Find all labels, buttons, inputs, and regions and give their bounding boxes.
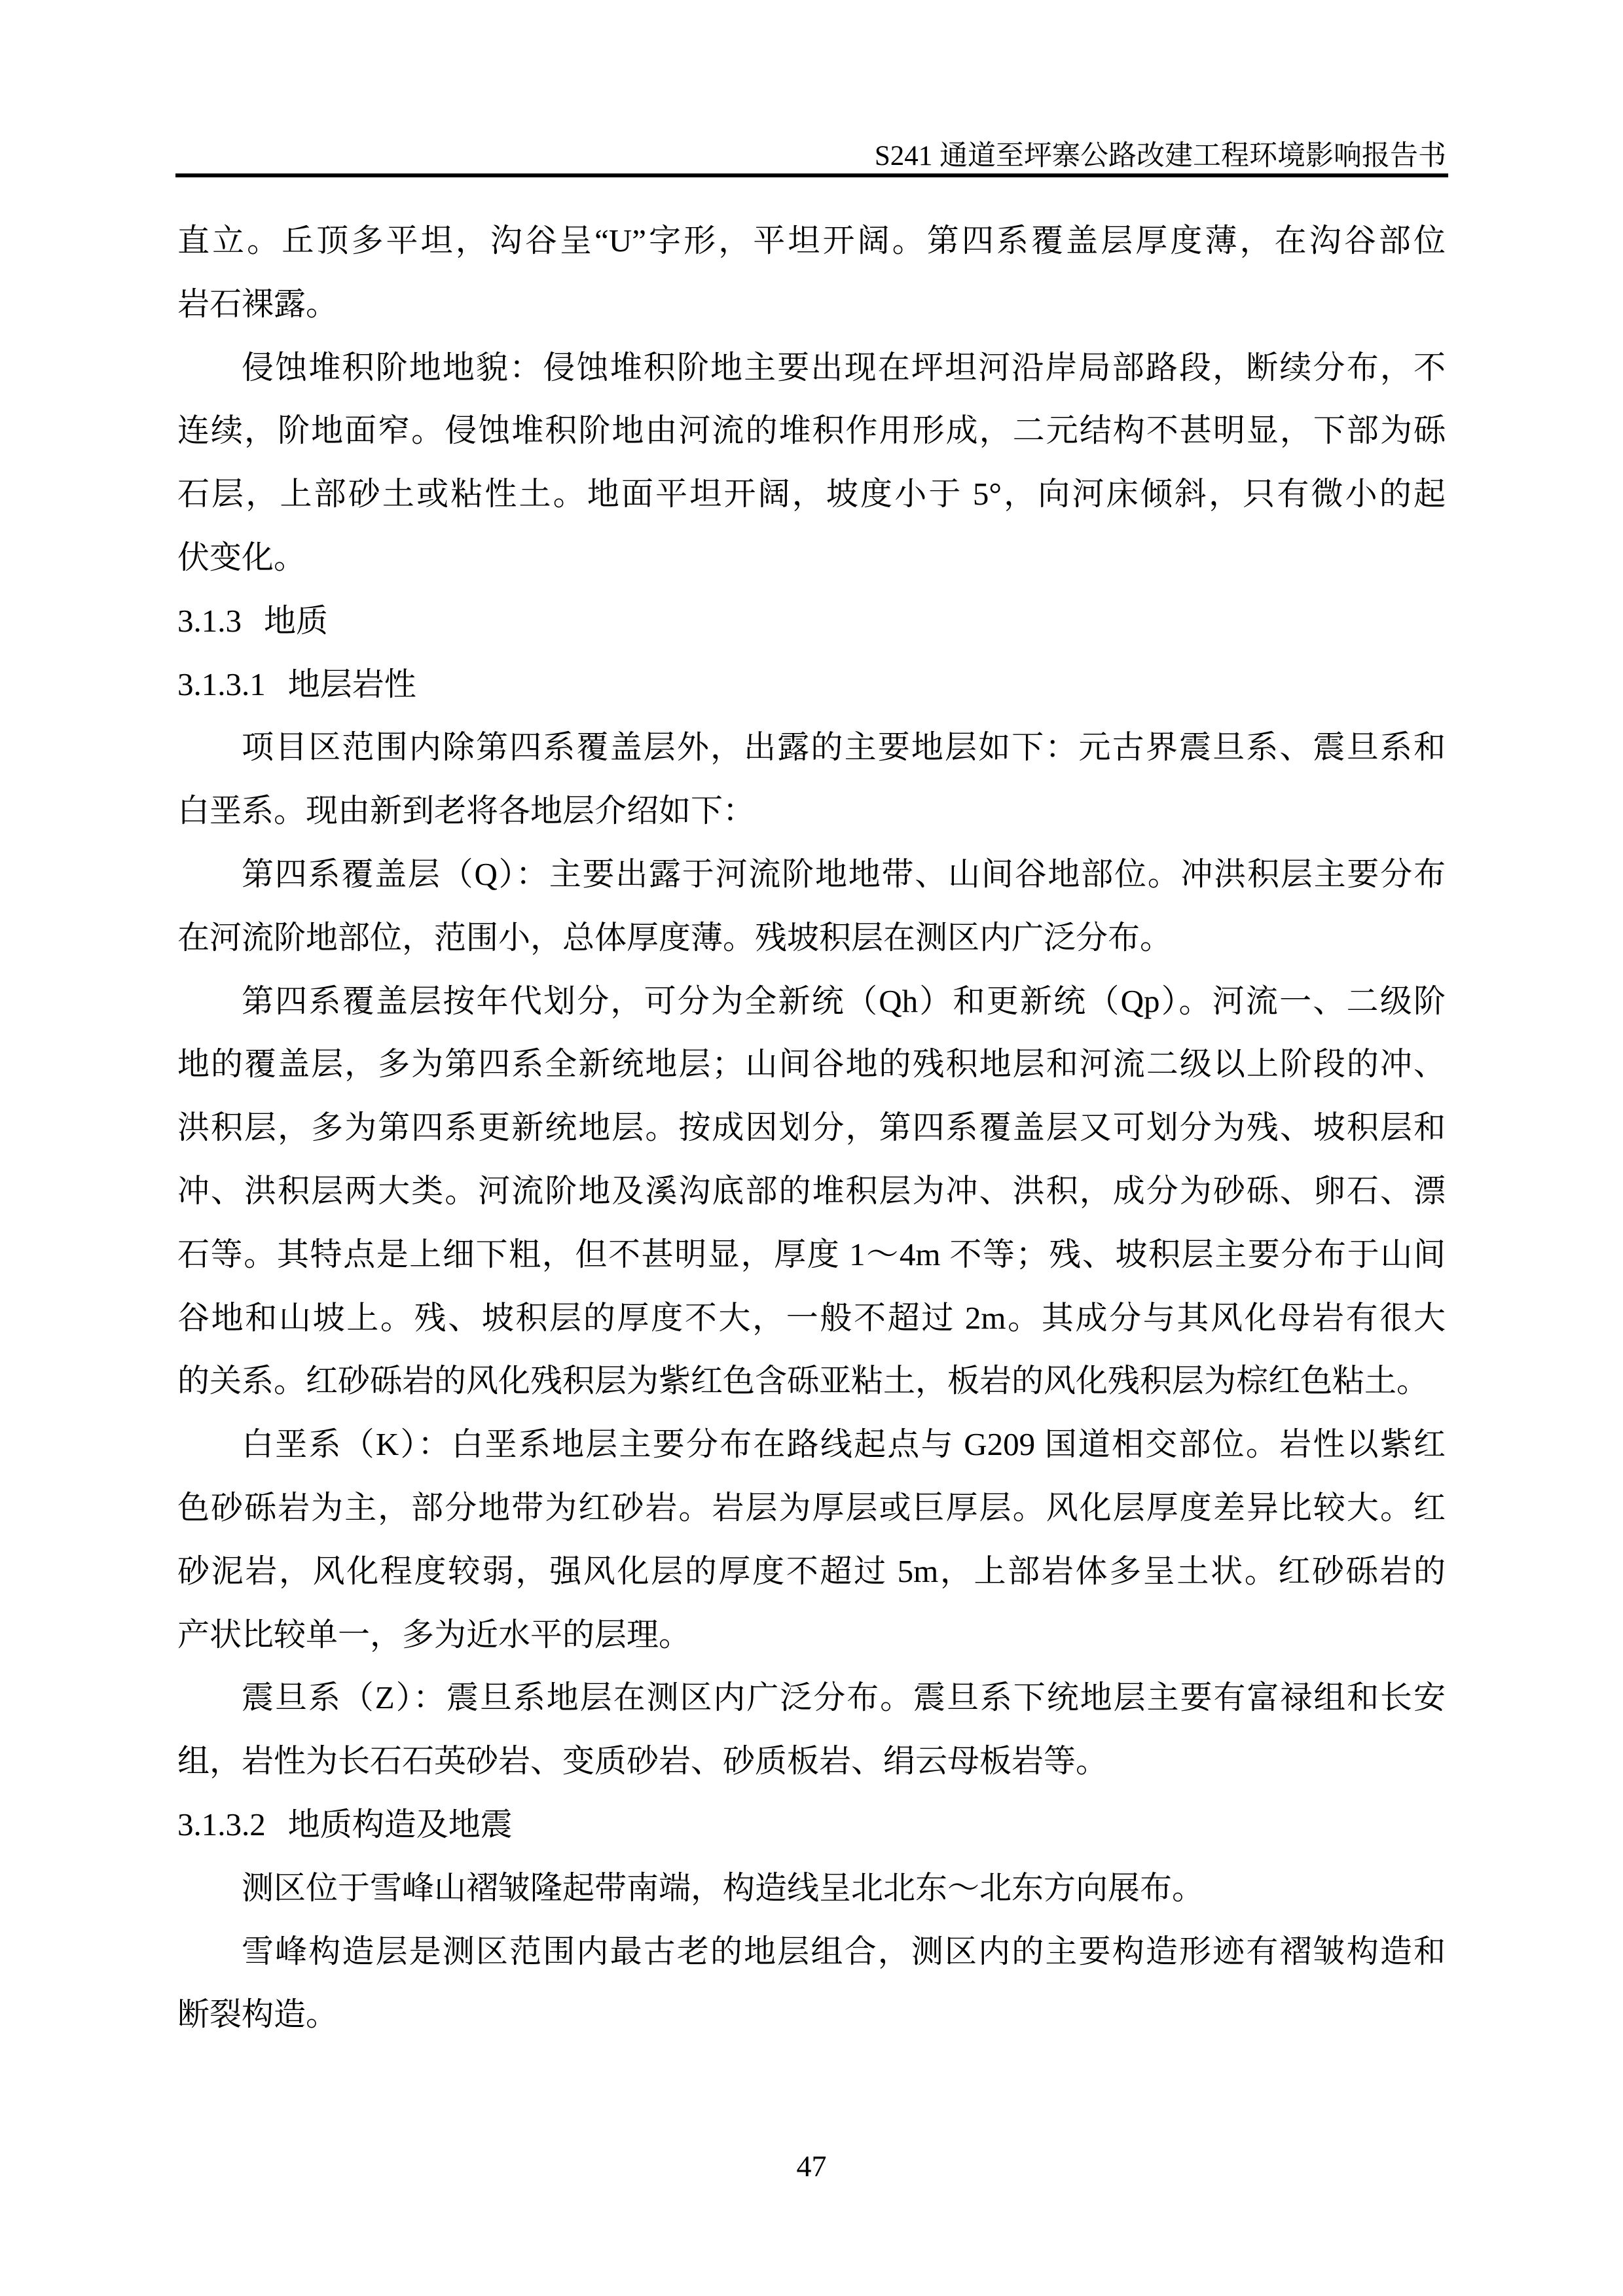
text-line: 断裂构造。 xyxy=(177,1996,338,2033)
section-title: 地层岩性 xyxy=(287,666,416,702)
text-line: 的关系。红砂砾岩的风化残积层为紫红色含砾亚粘土，板岩的风化残积层为棕红色粘土。 xyxy=(177,1363,1429,1399)
section-number: 3.1.3.1 xyxy=(177,666,266,702)
content xyxy=(177,209,1446,2047)
text-line: 震旦系（Z）：震旦系地层在测区内广泛分布。震旦系下统地层主要有富禄组和长安 xyxy=(242,1679,1446,1716)
text-line: 冲、洪积层两大类。河流阶地及溪沟底部的堆积层为冲、洪积，成分为砂砾、卵石、漂 xyxy=(177,1172,1446,1209)
paragraph xyxy=(177,1920,1446,2047)
section-title: 地质 xyxy=(264,602,329,639)
text-line: 白垩系（K）：白垩系地层主要分布在路线起点与 G209 国道相交部位。岩性以紫红 xyxy=(242,1426,1446,1463)
text-line: 雪峰构造层是测区范围内最古老的地层组合，测区内的主要构造形迹有褶皱构造和 xyxy=(242,1933,1446,1969)
paragraph xyxy=(177,1413,1446,1666)
text-line: 第四系覆盖层按年代划分，可分为全新统（Qh）和更新统（Qp）。河流一、二级阶 xyxy=(242,982,1446,1019)
paragraph xyxy=(177,970,1446,1414)
text-line: 石层，上部砂土或粘性土。地面平坦开阔，坡度小于 5°，向河床倾斜，只有微小的起 xyxy=(177,476,1446,512)
page-number: 47 xyxy=(796,2149,827,2183)
section-title: 地质构造及地震 xyxy=(287,1806,513,1842)
section-heading xyxy=(177,590,1446,653)
paragraph xyxy=(177,336,1446,590)
text-line: 侵蚀堆积阶地地貌：侵蚀堆积阶地主要出现在坪坦河沿岸局部路段，断续分布，不 xyxy=(242,349,1446,386)
paragraph xyxy=(177,716,1446,843)
section-heading xyxy=(177,653,1446,717)
text-line: 岩石裸露。 xyxy=(177,285,338,322)
text-line: 组，岩性为长石石英砂岩、变质砂岩、砂质板岩、绢云母板岩等。 xyxy=(177,1743,1108,1780)
text-line: 测区位于雪峰山褶皱隆起带南端，构造线呈北北东～北东方向展布。 xyxy=(242,1869,1205,1906)
text-line: 白垩系。现由新到老将各地层介绍如下： xyxy=(177,793,756,829)
paragraph xyxy=(177,1857,1446,1920)
text-line: 地的覆盖层，多为第四系全新统地层；山间谷地的残积地层和河流二级以上阶段的冲、 xyxy=(177,1046,1446,1083)
header-rule xyxy=(175,173,1448,177)
paragraph xyxy=(177,1666,1446,1793)
section-number: 3.1.3.2 xyxy=(177,1806,266,1842)
text-line: 砂泥岩，风化程度较弱，强风化层的厚度不超过 5m，上部岩体多呈土状。红砂砾岩的 xyxy=(177,1552,1446,1589)
text-line: 连续，阶地面窄。侵蚀堆积阶地由河流的堆积作用形成，二元结构不甚明显，下部为砾 xyxy=(177,412,1446,449)
text-line: 石等。其特点是上细下粗，但不甚明显，厚度 1～4m 不等；残、坡积层主要分布于山间 xyxy=(177,1236,1446,1272)
header-title: S241 通道至坪寨公路改建工程环境影响报告书 xyxy=(874,141,1446,171)
paragraph xyxy=(177,209,1446,336)
paragraph xyxy=(177,843,1446,970)
section-heading xyxy=(177,1793,1446,1857)
text-line: 产状比较单一，多为近水平的层理。 xyxy=(177,1616,691,1653)
text-line: 第四系覆盖层（Q）：主要出露于河流阶地地带、山间谷地部位。冲洪积层主要分布 xyxy=(242,855,1446,892)
text-line: 在河流阶地部位，范围小，总体厚度薄。残坡积层在测区内广泛分布。 xyxy=(177,919,1173,956)
text-line: 项目区范围内除第四系覆盖层外，出露的主要地层如下：元古界震旦系、震旦系和 xyxy=(242,729,1446,766)
text-line: 直立。丘顶多平坦，沟谷呈“U”字形，平坦开阔。第四系覆盖层厚度薄，在沟谷部位 xyxy=(177,223,1446,259)
text-line: 伏变化。 xyxy=(177,539,306,575)
text-line: 洪积层，多为第四系更新统地层。按成因划分，第四系覆盖层又可划分为残、坡积层和 xyxy=(177,1109,1446,1146)
section-number: 3.1.3 xyxy=(177,602,242,639)
text-line: 色砂砾岩为主，部分地带为红砂岩。岩层为厚层或巨厚层。风化层厚度差异比较大。红 xyxy=(177,1489,1446,1526)
text-line: 谷地和山坡上。残、坡积层的厚度不大，一般不超过 2m。其成分与其风化母岩有很大 xyxy=(177,1299,1446,1336)
